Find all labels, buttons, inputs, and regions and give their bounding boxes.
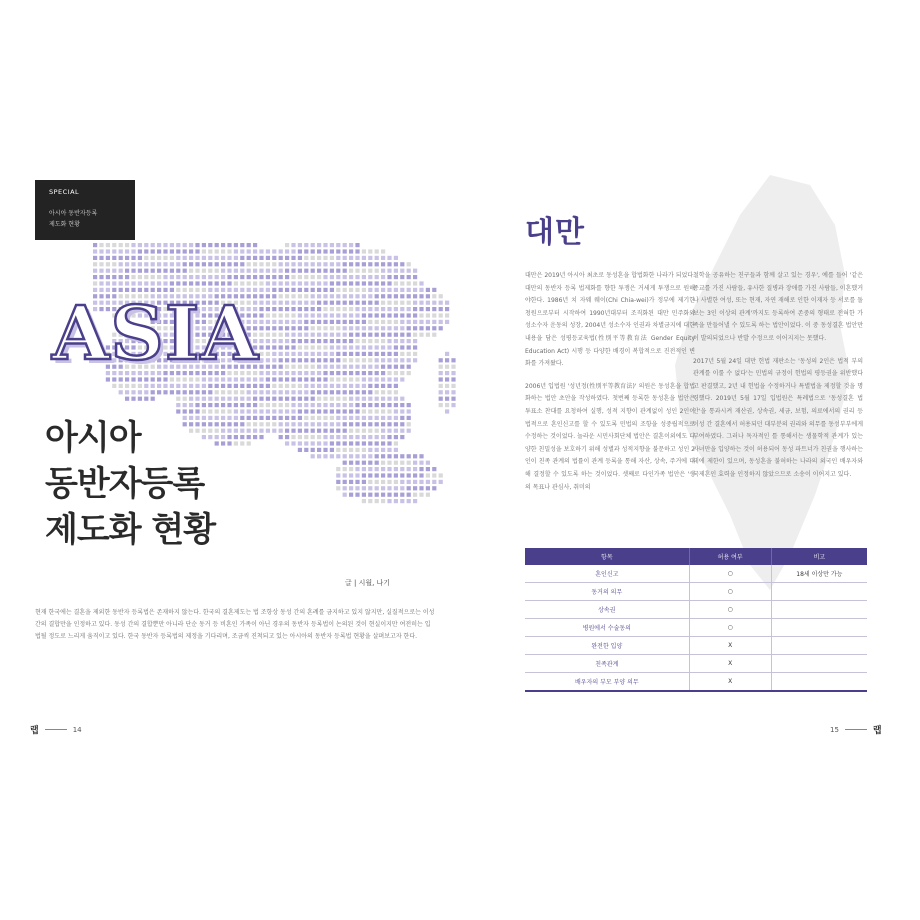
special-box	[35, 180, 135, 240]
header-item: 항목	[525, 548, 689, 565]
body-column-2: 철학을 공유하는 친구들과 함께 살고 있는 경우', 예를 들어 '같은 종교를 가진 사람들, 유사한 질병과 장애를 가진 사람들, 이혼했거나 사별한 여성, 또는 현재, 자연 재해로 인한 이재자 등 서로를 돌보는 3인 이상의 관계'까지도 등록하여 존중의 형태로 전혀한 가족을 만들어낼 수 있도록 하는 법안이었다. 이 중 동성결혼 법안만이 발의되었으나 반발 수정으로 이어지지는 못했다. 2017년 5월 24일 대만 헌법 재판소는 '동성의 2인은 법적 부의 관계를 이룰 수 없다'는 민법의 규정이 헌법의 평등권을 위반했다고 판결했고, 2년 내 헌법을 수정하거나 특별법을 제정할 것을 명령했다. 2019년 5월 17일 입법원은 특례법으로 '동성결혼 법안'을 통과시켜 재산권, 상속권, 세금, 보험, 의료에서의 권리 등 이성 간 결혼에서 허용되던 대부분의 권리와 의무를 동성부부에게 부여하였다. 그러나 독자적인 틀 통해서는 생물학적 관계가 있는 자녀만을 입양하는 것이 허용되어 동성 파트너가 친권을 행사하는 데에 제한이 있으며, 동성혼을 불허하는 나라의 외국인 배우자와 국제혼인 효력을 인정하지 않았으므로 소송이 이어지고 있다.	[693, 272, 863, 478]
magazine-logo: 랩	[872, 726, 882, 736]
page-number: 15	[830, 725, 839, 734]
header-allowed: 허용 여부	[689, 548, 771, 565]
rights-table	[525, 548, 867, 692]
header-note: 비고	[771, 548, 867, 565]
body-column-1: 대만은 2019년 아시아 최초로 동성혼을 합법화한 나라가 되었다. 대만의 동반자 등록 법제화를 향한 투쟁은 거세게 투쟁으로 원해야한다. 1986년 치 자웨 웨이(Chi Chia-wei)가 정부에 제기한 청원으로부터 시작하여 1990년대부터 조직화된 대만 민주화와 성소수자 운동의 성장, 2004년 성소수자 인권과 차별금지에 대한 내용을 담은 성평등교육법(性別平等教育法 Gender Equity Education Act) 시행 등 다양한 배경이 복합적으로 진전적인 변화를 가져왔다. 2006년 입법원 '성년정(性別平等教育法)' 의원은 동성혼을 합법화하는 법안 초안을 작성하였다. 첫번째 등록한 동성혼을 법안은 투표소 찬대를 요청하여 실행, 성적 지향이 관계없이 성인 2인이 법적으로 혼인신고를 할 수 있도록 민법의 조항을 성중립적으로 수정하는 것이었다. 놀라운 시민사회단체 법안은 결혼이외에도 다양한 친밀성을 보호하기 위해 성별과 성적지향을 불문하고 성인 2인이 친족 관계의 법률이 관계 등록을 통해 자산, 상속, 주거에 대해 결정할 수 있도록 하는 것이었다. 셋째로 다인가족 법안은 '생의 목표나 관심사, 취미의	[525, 272, 695, 491]
magazine-logo: 랩	[30, 726, 39, 736]
folio-rule	[845, 729, 867, 730]
table-row: 완전한 입양 X	[525, 637, 867, 655]
table-row: 혼인신고 ○ 18세 이상만 가능	[525, 565, 867, 583]
byline: 글 | 시월, 나기	[345, 579, 391, 587]
left-page	[30, 155, 450, 735]
table-row: 동거의 의무 ○	[525, 583, 867, 601]
table-row: 병원에서 수술동의 ○	[525, 619, 867, 637]
special-tag: SPECIAL	[49, 188, 80, 196]
intro-paragraph: 현재 한국에는 결혼을 제외한 동반자 등록법은 존재하지 않는다. 한국의 결혼제도는 법 조항상 동성 간의 혼례를 금지하고 있지 않지만, 실질적으로는 이성 간의 결합만을 인정하고 있다. 동성 간의 결합뿐만 아니라 단순 동거 등 비혼인 가족이 아닌 경우의 동반자 등록법이 논의된 것이 현실이지만 여전히는 입법될 정도로 느리게 움직이고 있다. 한국 동반자 등록법의 제정을 기다리며, 조금씩 진척되고 있는 아시아의 동반자 등록법 현황을 살펴보고자 한다.	[35, 609, 435, 640]
table-row: 배우자의 부모 부양 의무 X	[525, 673, 867, 692]
table-row: 친족관계 X	[525, 655, 867, 673]
country-title: 대만	[525, 215, 585, 250]
right-page	[470, 155, 890, 735]
table-header-row	[525, 548, 867, 565]
folio-right	[830, 723, 882, 736]
special-subtitle: 아시아 동반자등록 제도화 현황	[49, 210, 98, 228]
title-english: ASIA	[52, 291, 259, 377]
folio-rule	[45, 729, 67, 730]
page-number: 14	[72, 725, 82, 734]
folio-left	[30, 723, 82, 736]
table-row: 상속권 ○	[525, 601, 867, 619]
page-title: 아시아 동반자등록 제도화 현황	[45, 418, 216, 550]
